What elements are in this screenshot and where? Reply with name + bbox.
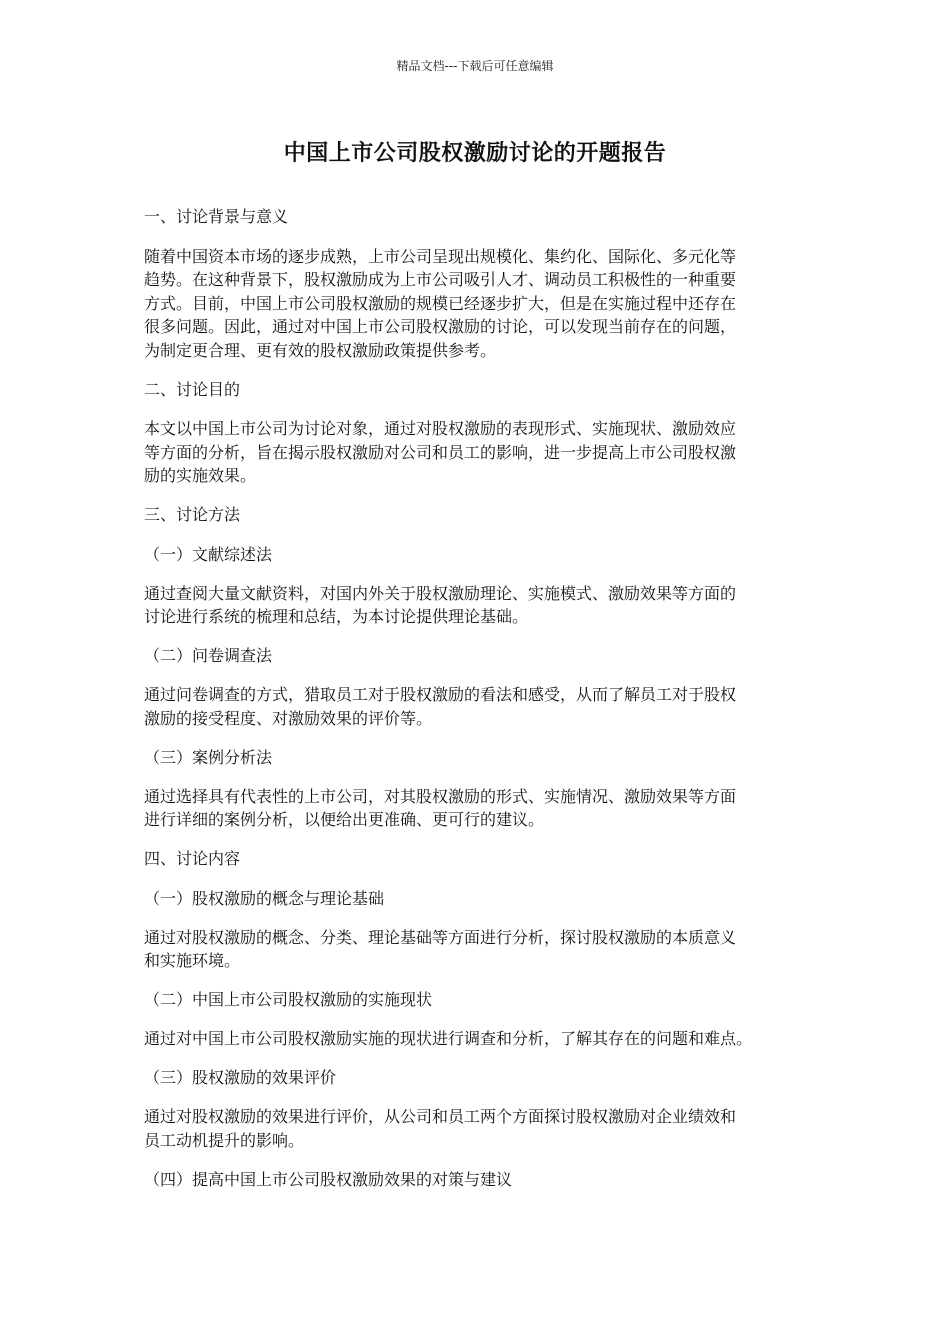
section-heading-purpose: 二、讨论目的	[144, 379, 241, 399]
paragraph-background: 随着中国资本市场的逐步成熟，上市公司呈现出规模化、集约化、国际化、多元化等 趋势。在这种背景下，股权激励成为上市公司吸引人才、调动员工积极性的一种重要 方式。目前，中国上市公司股权激励的规模已经逐步扩大，但是在实施过程中还存在 很多问题。因此，通过对中国上市公司股权激励的讨论，可以发现当前存在的问题， 为制定更合理、更有效的股权激励政策提供参考。	[144, 246, 737, 360]
paragraph-questionnaire: 通过问卷调查的方式，猎取员工对于股权激励的看法和感受，从而了解员工对于股权 激励的接受程度、对激励效果的评价等。	[144, 685, 737, 728]
paragraph-purpose: 本文以中国上市公司为讨论对象，通过对股权激励的表现形式、实施现状、激励效应 等方面的分析，旨在揭示股权激励对公司和员工的影响，进一步提高上市公司股权激 励的实施效果。	[144, 419, 737, 485]
section-heading-background: 一、讨论背景与意义	[144, 207, 289, 226]
subheading-case-analysis: （三）案例分析法	[144, 747, 273, 767]
subheading-effect-evaluation: （三）股权激励的效果评价	[144, 1068, 337, 1087]
subheading-concept-theory: （一）股权激励的概念与理论基础	[144, 888, 385, 908]
paragraph-effect-evaluation: 通过对股权激励的效果进行评价，从公司和员工两个方面探讨股权激励对企业绩效和 员工动机提升的影响。	[144, 1107, 737, 1150]
paragraph-literature-review: 通过查阅大量文献资料，对国内外关于股权激励理论、实施模式、激励效果等方面的 讨论进行系统的梳理和总结，为本讨论提供理论基础。	[144, 583, 737, 626]
subheading-current-status: （二）中国上市公司股权激励的实施现状	[144, 990, 433, 1009]
paragraph-concept-theory: 通过对股权激励的概念、分类、理论基础等方面进行分析，探讨股权激励的本质意义 和实施环境。	[144, 927, 737, 970]
subheading-questionnaire: （二）问卷调查法	[144, 646, 273, 665]
section-heading-methods: 三、讨论方法	[144, 505, 241, 524]
paragraph-case-analysis: 通过选择具有代表性的上市公司，对其股权激励的形式、实施情况、激励效果等方面 进行详细的案例分析，以便给出更准确、更可行的建议。	[144, 786, 737, 829]
subheading-literature-review: （一）文献综述法	[144, 544, 273, 564]
document-body	[144, 205, 812, 1207]
subheading-countermeasures: （四）提高中国上市公司股权激励效果的对策与建议	[144, 1169, 513, 1189]
section-heading-content: 四、讨论内容	[144, 849, 241, 868]
paragraph-current-status: 通过对中国上市公司股权激励实施的现状进行调查和分析，了解其存在的问题和难点。	[144, 1029, 753, 1048]
page-header: 精品文档---下载后可任意编辑	[396, 59, 554, 73]
document-title: 中国上市公司股权激励讨论的开题报告	[283, 141, 667, 166]
